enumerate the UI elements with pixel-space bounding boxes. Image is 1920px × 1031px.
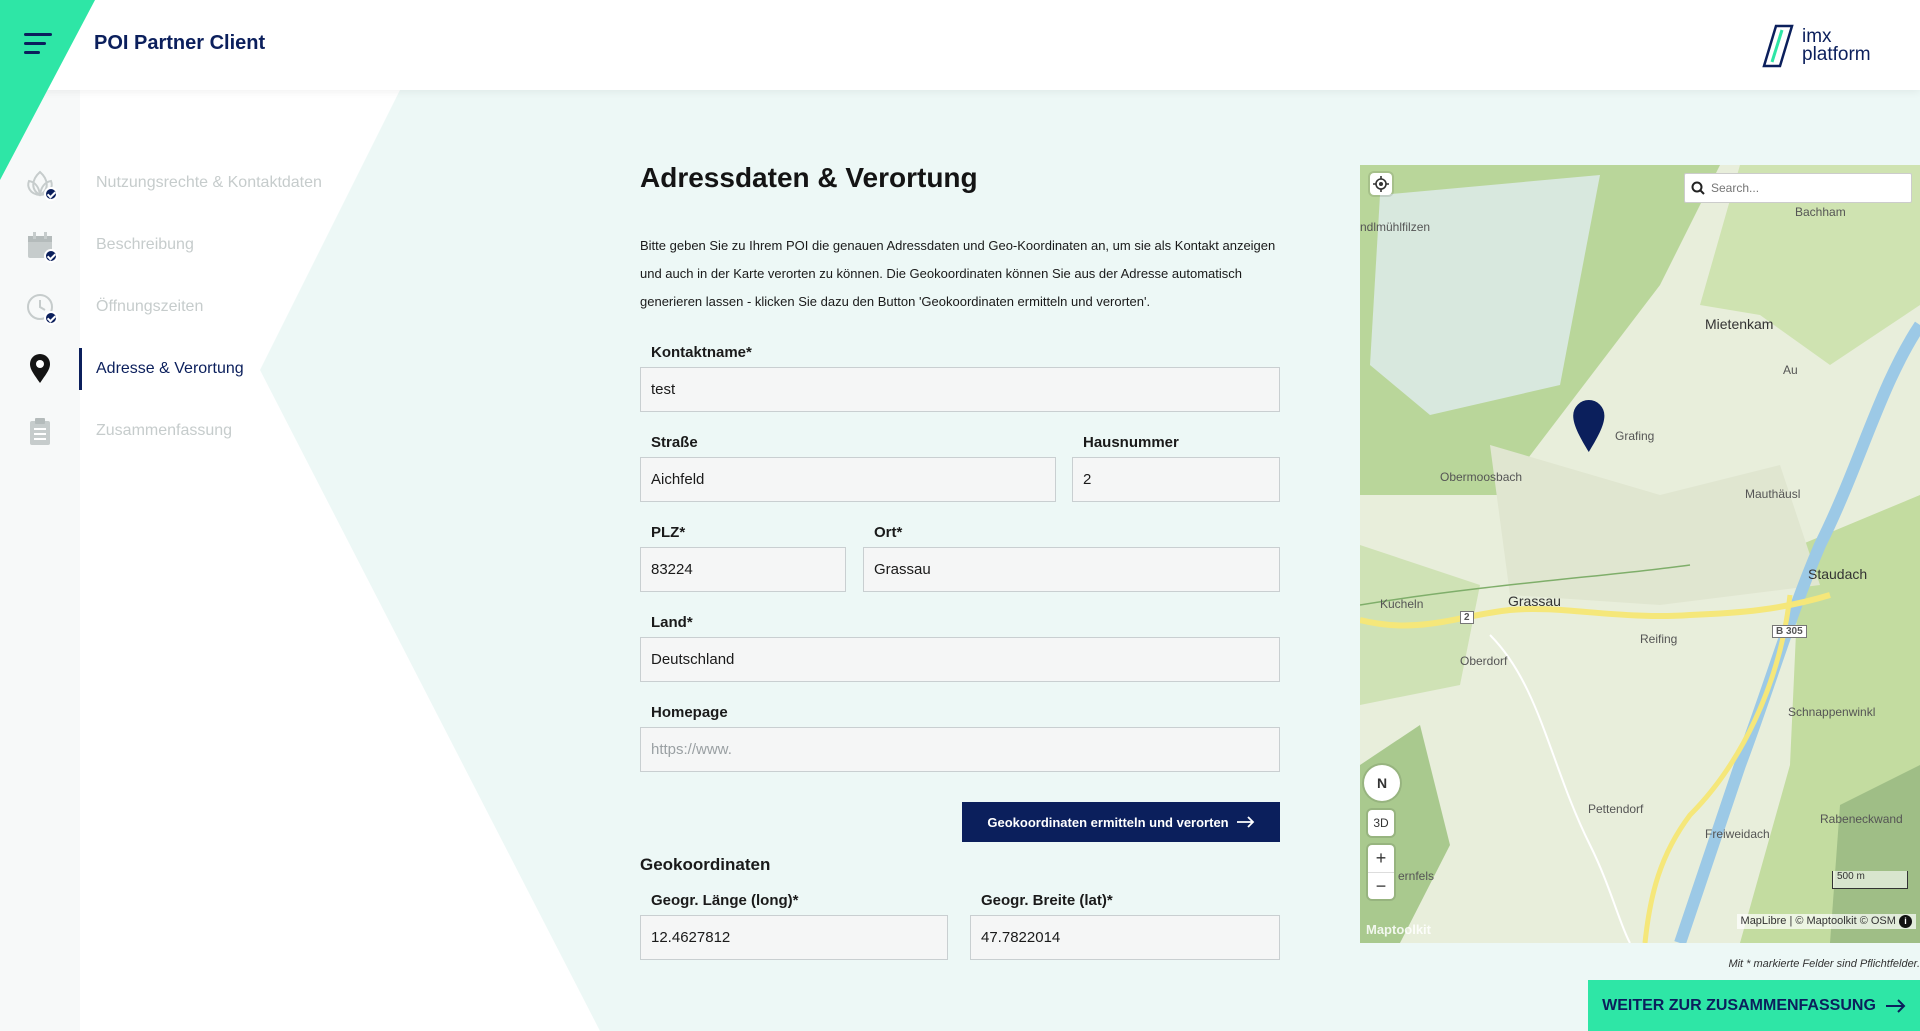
sidebar-item-nutzungsrechte[interactable] <box>0 162 320 204</box>
country-label: Land* <box>651 614 693 631</box>
map-label: Pettendorf <box>1588 802 1644 816</box>
country-input[interactable] <box>640 637 1280 682</box>
done-check-badge <box>44 249 58 263</box>
map-label: Reifing <box>1640 632 1678 646</box>
map-label: Mietenkam <box>1705 316 1774 332</box>
map-tiles <box>1360 165 1920 943</box>
zip-input[interactable] <box>640 547 846 592</box>
street-label: Straße <box>651 434 698 451</box>
clock-icon <box>24 291 56 323</box>
done-check-badge <box>44 187 58 201</box>
attribution-text: MapLibre | © Maptoolkit © OSM <box>1740 915 1896 927</box>
calendar-icon <box>24 229 56 261</box>
map-label: ndlmühlfilzen <box>1360 220 1431 234</box>
map-label: Mauthäusl <box>1745 487 1801 501</box>
geocode-button-label: Geokoordinaten ermitteln und verorten <box>987 814 1229 830</box>
next-summary-button[interactable] <box>1588 980 1920 1031</box>
sidebar-item-label: Adresse & Verortung <box>96 360 244 377</box>
arrow-right-icon <box>1886 999 1906 1013</box>
map-label: Freiweidach <box>1705 827 1770 841</box>
hamburger-menu-icon[interactable] <box>24 33 54 57</box>
geolocate-button[interactable] <box>1370 173 1392 195</box>
map-label: Bachham <box>1795 205 1846 219</box>
longitude-input[interactable] <box>640 915 948 960</box>
maptoolkit-watermark: Maptoolkit <box>1366 922 1431 937</box>
sidebar-item-zusammenfassung[interactable] <box>0 410 320 452</box>
app-title: POI Partner Client <box>94 32 266 54</box>
street-input[interactable] <box>640 457 1056 502</box>
location-map[interactable] <box>1360 165 1920 943</box>
logo-text-line1: imx <box>1802 26 1832 47</box>
sidebar-item-label: Öffnungszeiten <box>96 298 204 315</box>
imx-logo-icon <box>1762 24 1796 68</box>
sidebar-item-beschreibung[interactable] <box>0 224 320 266</box>
sidebar-item-label: Nutzungsrechte & Kontaktdaten <box>96 174 322 191</box>
map-label: Schnappenwinkl <box>1788 705 1876 719</box>
road-badge-2: 2 <box>1460 611 1474 624</box>
map-label: Obermoosbach <box>1440 470 1523 484</box>
geo-section-title: Geokoordinaten <box>640 855 771 874</box>
house-number-input[interactable] <box>1072 457 1280 502</box>
logo-text-line2: platform <box>1802 44 1871 65</box>
sidebar-item-oeffnungszeiten[interactable] <box>0 286 320 328</box>
road-badge-b305: B 305 <box>1772 625 1807 638</box>
map-label: Kucheln <box>1380 597 1424 611</box>
longitude-label: Geogr. Länge (long)* <box>651 892 799 909</box>
city-label: Ort* <box>874 524 903 541</box>
imx-platform-logo[interactable] <box>1762 24 1892 68</box>
map-label: ernfels <box>1398 869 1435 883</box>
map-label: Oberdorf <box>1460 654 1508 668</box>
homepage-input[interactable] <box>640 727 1280 772</box>
sidebar-item-label: Zusammenfassung <box>96 422 233 439</box>
sidebar-item-label: Beschreibung <box>96 236 194 253</box>
map-label: Au <box>1783 363 1798 377</box>
geocode-button[interactable] <box>962 802 1280 842</box>
house-number-label: Hausnummer <box>1083 434 1179 451</box>
app-header <box>0 0 1920 90</box>
arrow-right-icon <box>1237 816 1255 828</box>
map-attribution[interactable] <box>1737 914 1916 929</box>
location-pin-icon <box>24 353 56 385</box>
crosshair-icon <box>1373 176 1389 192</box>
zip-label: PLZ* <box>651 524 686 541</box>
search-icon <box>1691 181 1705 195</box>
latitude-input[interactable] <box>970 915 1280 960</box>
map-search-box[interactable] <box>1684 173 1912 203</box>
zoom-in-button[interactable]: + <box>1375 848 1387 868</box>
map-label: Grafing <box>1615 429 1655 443</box>
zoom-out-button[interactable]: − <box>1368 872 1394 899</box>
next-button-label: WEITER ZUR ZUSAMMENFASSUNG <box>1602 996 1876 1014</box>
homepage-label: Homepage <box>651 704 728 721</box>
map-label: Staudach <box>1808 566 1868 582</box>
clipboard-icon <box>24 415 56 447</box>
map-scale: 500 m <box>1832 871 1908 889</box>
intro-text: Bitte geben Sie zu Ihrem POI die genauen Adressdaten und Geo-Koordinaten an, um sie als Kontakt anzeigen und auch in der Karte verorten zu können. Die Geokoordinaten können Sie aus der Adresse automatisch generieren lassen - klicken Sie dazu den Button 'Geokoordinaten ermitteln und verorten'. <box>640 238 1276 309</box>
city-input[interactable] <box>863 547 1280 592</box>
latitude-label: Geogr. Breite (lat)* <box>981 892 1113 909</box>
3d-toggle-button[interactable]: 3D <box>1368 810 1394 836</box>
map-search-input[interactable] <box>1711 181 1901 195</box>
plant-icon <box>24 167 56 199</box>
required-fields-note: Mit * markierte Felder sind Pflichtfelder. <box>1728 958 1920 970</box>
info-icon[interactable]: i <box>1899 915 1912 928</box>
compass-button[interactable]: N <box>1364 765 1400 801</box>
sidebar-item-adresse[interactable] <box>0 348 320 390</box>
page-title: Adressdaten & Verortung <box>640 162 978 193</box>
map-label: Grassau <box>1508 593 1561 609</box>
done-check-badge <box>44 311 58 325</box>
map-label: Rabeneckwand <box>1820 812 1903 826</box>
zoom-controls <box>1368 845 1394 899</box>
contact-name-input[interactable] <box>640 367 1280 412</box>
contact-name-label: Kontaktname* <box>651 344 752 361</box>
